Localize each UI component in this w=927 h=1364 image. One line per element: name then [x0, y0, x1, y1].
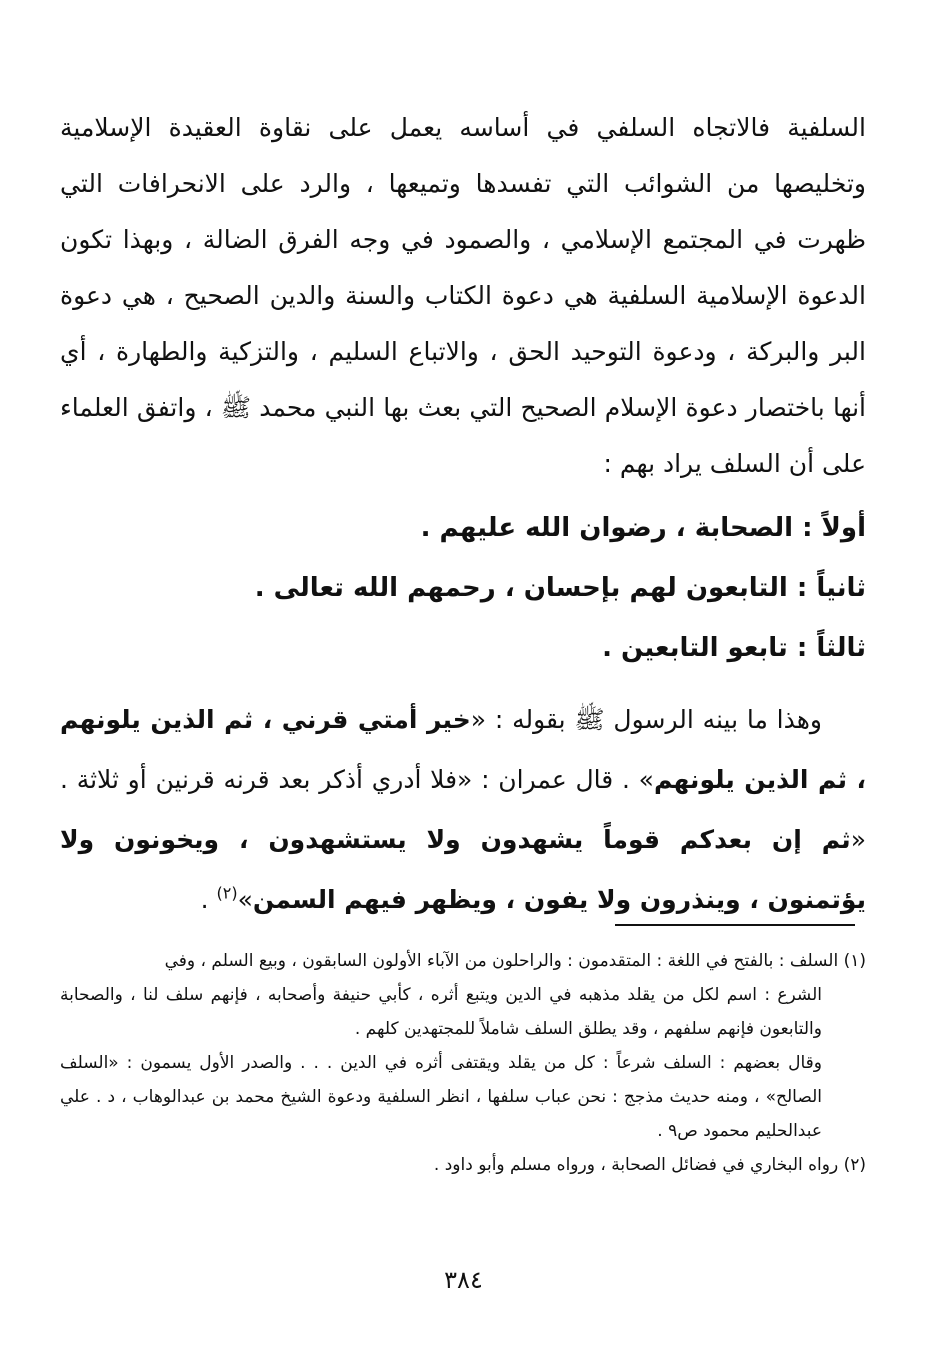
footnote-2: (٢) رواه البخاري في فضائل الصحابة ، ورواه مسلم وأبو داود . [433, 1155, 866, 1175]
footnote-1-line-1: (١) السلف : بالفتح في اللغة : المتقدمون : والراحلون من الآباء الأولون السابقون ، وبيع السلم ، وفي [164, 951, 866, 971]
intro-paragraph: السلفية فالاتجاه السلفي في أساسه يعمل على نقاوة العقيدة الإسلامية وتخليصها من الشوائب التي تفسدها وتميعها ، والرد على الانحرافات التي ظهرت في المجتمع الإسلامي ، والصمود في وجه الفرق الضالة ، وبهذا تكون الدعوة الإسلامية السلفية هي دعوة الكتاب والسنة والدين الصحيح ، هي دعوة البر والبركة ، ودعوة التوحيد الحق ، والاتباع السليم ، والتزكية والطهارة ، أي أنها باختصار دعوة الإسلام الصحيح التي بعث بها النبي محمد ﷺ ، واتفق العلماء على أن السلف يراد بهم : [60, 113, 866, 478]
page-number: ٣٨٤ [444, 1266, 483, 1294]
footnote-reference-2[interactable]: (٢) [216, 883, 238, 903]
hadith-closing: » [237, 885, 253, 914]
list-item-third: ثالثاً : تابعو التابعين . [602, 633, 866, 663]
footnote-1-line-2: الشرع : اسم لكل من يقلد مذهبه في الدين ويتبع أثره ، كأبي حنيفة وأصحابه ، فإنهم سلف لنا ، والصحابة والتابعون فإنهم سلفهم ، وقد يطلق السلف شاملاً للمجتهدين كلهم . [60, 985, 822, 1039]
footnotes-section [60, 944, 866, 1182]
hadith-quote-first: خير أمتي قرني ، ثم الذين يلونهم ، ثم الذين يلونهم [60, 705, 866, 794]
hadith-paragraph [60, 690, 866, 930]
main-text [60, 100, 866, 930]
hadith-lead: وهذا ما بينه الرسول ﷺ بقوله : « [470, 705, 822, 734]
footnote-1-line-3: وقال بعضهم : السلف شرعاً : كل من يقلد ويقتفى أثره في الدين . . . والصدر الأول يسمون : «السلف الصالح» ، ومنه حديث مذجج : نحن عباب سلفها ، انظر السلفية ودعوة الشيخ محمد بن عبدالوهاب ، د . علي عبدالحليم محمود ص٩ . [60, 1053, 822, 1141]
hadith-end: . [200, 885, 217, 914]
list-item-second: ثانياً : التابعون لهم بإحسان ، رحمهم الله تعالى . [254, 573, 866, 603]
footnote-divider [615, 924, 855, 926]
hadith-middle: » . قال عمران : «فلا أدري أذكر بعد قرنه قرنين أو ثلاثة . « [60, 765, 866, 854]
hadith-quote-second: ثم إن بعدكم قوماً يشهدون ولا يستشهدون ، ويخونون ولا يؤتمنون ، وينذرون ولا يفون ، ويظهر فيهم السمن [60, 825, 866, 914]
list-item-first: أولاً : الصحابة ، رضوان الله عليهم . [420, 513, 866, 543]
